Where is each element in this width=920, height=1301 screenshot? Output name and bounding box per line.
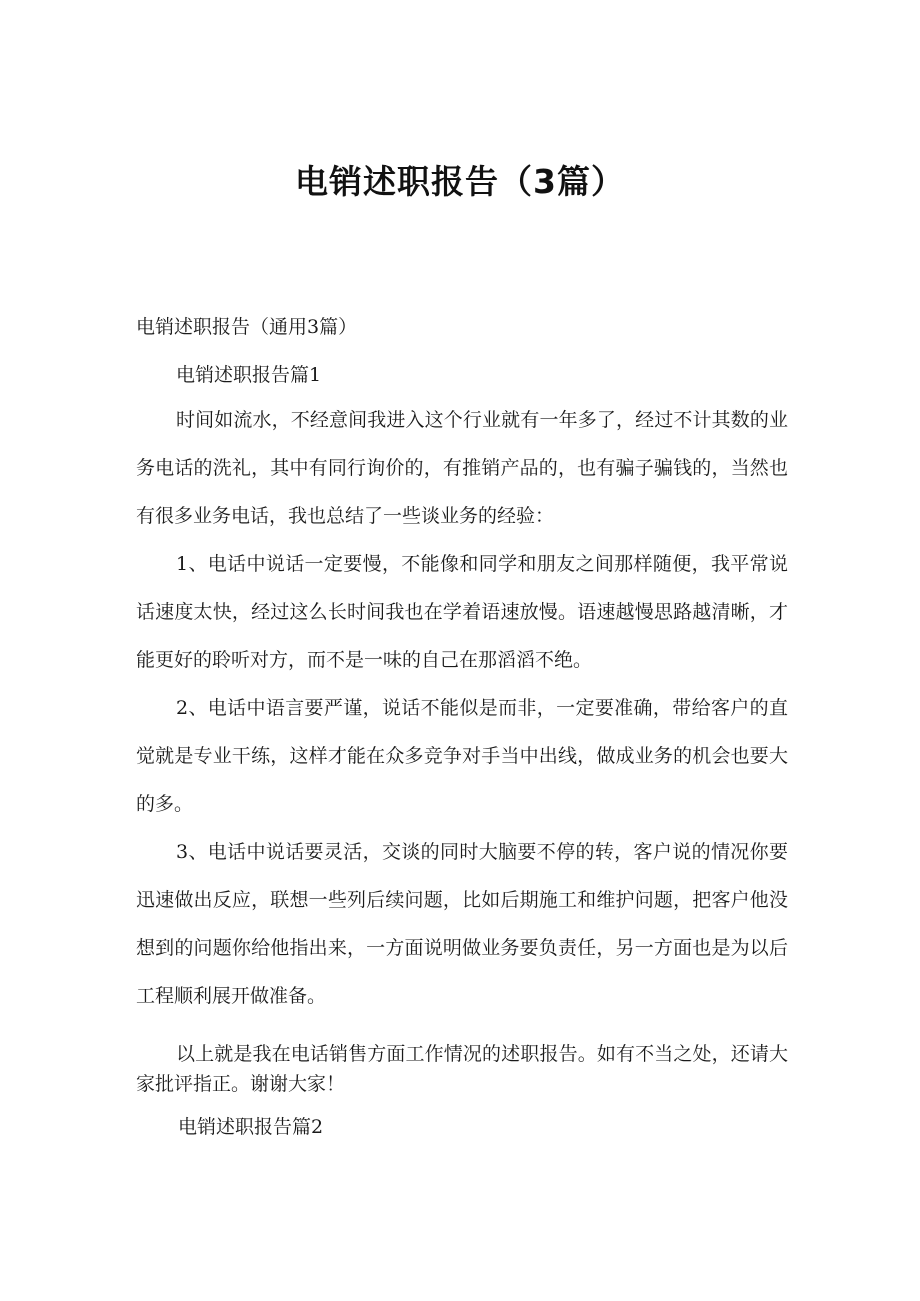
document-subtitle: 电销述职报告（通用3篇） bbox=[136, 316, 358, 338]
paragraph-point-3: 3、电话中说话要灵活，交谈的同时大脑要不停的转，客户说的情况你要迅速做出反应，联想一些列后续问题，比如后期施工和维护问题，把客户他没想到的问题你给他指出来，一方面说明做业务要负责任，另一方面也是为以后工程顺利展开做准备。 bbox=[136, 841, 788, 1007]
section-heading-2: 电销述职报告篇2 bbox=[178, 1116, 324, 1138]
document-title: 电销述职报告（3篇） bbox=[295, 162, 625, 201]
section-heading-1: 电销述职报告篇1 bbox=[176, 364, 322, 386]
paragraph-conclusion: 以上就是我在电话销售方面工作情况的述职报告。如有不当之处，还请大家批评指正。谢谢大家！ bbox=[136, 1043, 788, 1095]
paragraph-point-2: 2、电话中语言要严谨，说话不能似是而非，一定要准确，带给客户的直觉就是专业干练，这样才能在众多竞争对手当中出线，做成业务的机会也要大的多。 bbox=[136, 697, 788, 815]
paragraph-intro: 时间如流水，不经意间我进入这个行业就有一年多了，经过不计其数的业务电话的洗礼，其中有同行询价的，有推销产品的，也有骗子骗钱的，当然也有很多业务电话，我也总结了一些谈业务的经验： bbox=[136, 409, 788, 527]
paragraph-point-1: 1、电话中说话一定要慢，不能像和同学和朋友之间那样随便，我平常说话速度太快，经过这么长时间我也在学着语速放慢。语速越慢思路越清晰，才能更好的聆听对方，而不是一味的自己在那滔滔不绝。 bbox=[136, 553, 788, 671]
